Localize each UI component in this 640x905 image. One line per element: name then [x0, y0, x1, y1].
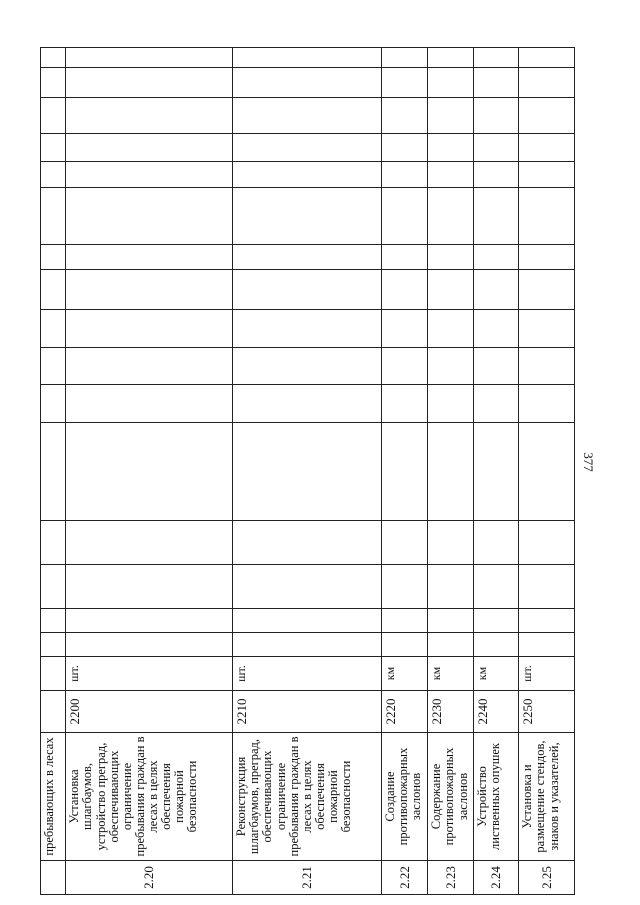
empty-cell	[233, 134, 382, 162]
empty-cell	[473, 68, 519, 98]
empty-cell	[519, 162, 575, 188]
empty-cell	[428, 68, 474, 98]
empty-cell	[428, 245, 474, 270]
empty-cell	[473, 423, 519, 521]
table-row	[66, 48, 233, 895]
empty-cell	[428, 348, 474, 385]
empty-cell	[473, 245, 519, 270]
empty-cell	[41, 423, 66, 521]
empty-cell	[41, 633, 66, 657]
empty-cell	[381, 633, 428, 657]
empty-cell	[428, 134, 474, 162]
row-name: Содержание противопожарных заслонов	[428, 733, 474, 861]
row-name: Установка шлагбаумов, устройство преград, обеспечивающих ограничение пребывания граждан в лесах в целях обеспечения пожарной безопасности	[66, 733, 233, 861]
empty-cell	[66, 423, 233, 521]
empty-cell	[473, 565, 519, 609]
row-unit: км	[473, 657, 519, 691]
empty-cell	[519, 609, 575, 633]
row-code: 2250	[519, 691, 575, 733]
empty-cell	[66, 310, 233, 348]
row-unit: км	[428, 657, 474, 691]
empty-cell	[381, 98, 428, 134]
page-number: 377	[580, 452, 596, 472]
empty-cell	[233, 270, 382, 310]
empty-cell	[381, 565, 428, 609]
empty-cell	[381, 270, 428, 310]
table-row	[473, 48, 519, 895]
empty-cell	[428, 188, 474, 245]
empty-cell	[66, 68, 233, 98]
empty-cell	[41, 134, 66, 162]
row-unit: шт.	[519, 657, 575, 691]
row-name: Устройство лиственных опушек	[473, 733, 519, 861]
row-number: 2.21	[233, 861, 382, 895]
empty-cell	[41, 348, 66, 385]
empty-cell	[428, 633, 474, 657]
continuation-text: пребывающих в лесах	[41, 733, 66, 861]
table-row	[519, 48, 575, 895]
empty-cell	[473, 348, 519, 385]
empty-cell	[519, 385, 575, 423]
empty-cell	[519, 348, 575, 385]
row-number: 2.25	[519, 861, 575, 895]
rotated-table-wrapper	[40, 48, 575, 895]
empty-cell	[66, 48, 233, 68]
empty-cell	[233, 423, 382, 521]
empty-cell	[381, 188, 428, 245]
empty-cell	[428, 521, 474, 565]
empty-cell	[233, 521, 382, 565]
empty-cell	[41, 162, 66, 188]
empty-cell	[519, 245, 575, 270]
empty-cell	[233, 565, 382, 609]
empty-cell	[519, 633, 575, 657]
empty-cell	[233, 348, 382, 385]
empty-cell	[233, 633, 382, 657]
empty-cell	[41, 310, 66, 348]
empty-cell	[428, 48, 474, 68]
row-unit: шт.	[233, 657, 382, 691]
row-code: 2200	[66, 691, 233, 733]
empty-cell	[41, 565, 66, 609]
empty-cell	[519, 310, 575, 348]
empty-cell	[66, 188, 233, 245]
empty-cell	[473, 310, 519, 348]
empty-cell	[233, 245, 382, 270]
empty-cell	[519, 565, 575, 609]
empty-cell	[66, 270, 233, 310]
row-number: 2.24	[473, 861, 519, 895]
empty-cell	[381, 68, 428, 98]
empty-cell	[233, 310, 382, 348]
empty-cell	[473, 48, 519, 68]
empty-cell	[519, 423, 575, 521]
empty-cell	[473, 385, 519, 423]
empty-cell	[41, 68, 66, 98]
row-unit: шт.	[66, 657, 233, 691]
table-row	[381, 48, 428, 895]
empty-cell	[428, 565, 474, 609]
empty-cell	[41, 521, 66, 565]
empty-cell	[233, 162, 382, 188]
empty-cell	[66, 521, 233, 565]
empty-cell	[428, 162, 474, 188]
row-number: 2.20	[66, 861, 233, 895]
empty-cell	[41, 245, 66, 270]
empty-cell	[473, 162, 519, 188]
empty-cell	[41, 385, 66, 423]
empty-cell	[233, 68, 382, 98]
empty-cell	[233, 48, 382, 68]
row-code: 2230	[428, 691, 474, 733]
empty-cell	[428, 385, 474, 423]
empty-cell	[233, 188, 382, 245]
row-code: 2220	[381, 691, 428, 733]
empty-cell	[66, 98, 233, 134]
empty-cell	[41, 861, 66, 895]
empty-cell	[66, 609, 233, 633]
row-name: Реконструкция шлагбаумов, преград, обеспечивающих ограничение пребывания граждан в лесах в целях обеспечения пожарной безопасности	[233, 733, 382, 861]
row-number: 2.22	[381, 861, 428, 895]
empty-cell	[519, 134, 575, 162]
empty-cell	[473, 633, 519, 657]
empty-cell	[473, 134, 519, 162]
empty-cell	[66, 134, 233, 162]
table-row	[233, 48, 382, 895]
empty-cell	[41, 691, 66, 733]
empty-cell	[381, 245, 428, 270]
row-name: Создание противопожарных заслонов	[381, 733, 428, 861]
empty-cell	[41, 657, 66, 691]
empty-cell	[41, 609, 66, 633]
empty-cell	[519, 270, 575, 310]
empty-cell	[66, 348, 233, 385]
empty-cell	[41, 98, 66, 134]
empty-cell	[381, 134, 428, 162]
row-code: 2210	[233, 691, 382, 733]
empty-cell	[428, 270, 474, 310]
empty-cell	[519, 68, 575, 98]
empty-cell	[233, 385, 382, 423]
empty-cell	[519, 521, 575, 565]
row-code: 2240	[473, 691, 519, 733]
empty-cell	[473, 98, 519, 134]
forest-measures-table	[40, 47, 575, 895]
empty-cell	[381, 162, 428, 188]
empty-cell	[233, 609, 382, 633]
row-unit: км	[381, 657, 428, 691]
empty-cell	[473, 609, 519, 633]
empty-cell	[519, 188, 575, 245]
empty-cell	[381, 348, 428, 385]
empty-cell	[519, 98, 575, 134]
empty-cell	[428, 310, 474, 348]
table-row	[428, 48, 474, 895]
empty-cell	[473, 521, 519, 565]
empty-cell	[381, 521, 428, 565]
empty-cell	[41, 188, 66, 245]
empty-cell	[233, 98, 382, 134]
empty-cell	[381, 48, 428, 68]
row-name: Установка и размещение стендов, знаков и указателей,	[519, 733, 575, 861]
empty-cell	[41, 48, 66, 68]
empty-cell	[381, 310, 428, 348]
empty-cell	[381, 423, 428, 521]
empty-cell	[66, 565, 233, 609]
empty-cell	[66, 385, 233, 423]
table-row	[41, 48, 66, 895]
row-number: 2.23	[428, 861, 474, 895]
empty-cell	[473, 188, 519, 245]
empty-cell	[381, 609, 428, 633]
empty-cell	[428, 98, 474, 134]
empty-cell	[428, 423, 474, 521]
empty-cell	[473, 270, 519, 310]
empty-cell	[66, 245, 233, 270]
empty-cell	[519, 48, 575, 68]
empty-cell	[428, 609, 474, 633]
empty-cell	[381, 385, 428, 423]
empty-cell	[41, 270, 66, 310]
empty-cell	[66, 633, 233, 657]
empty-cell	[66, 162, 233, 188]
